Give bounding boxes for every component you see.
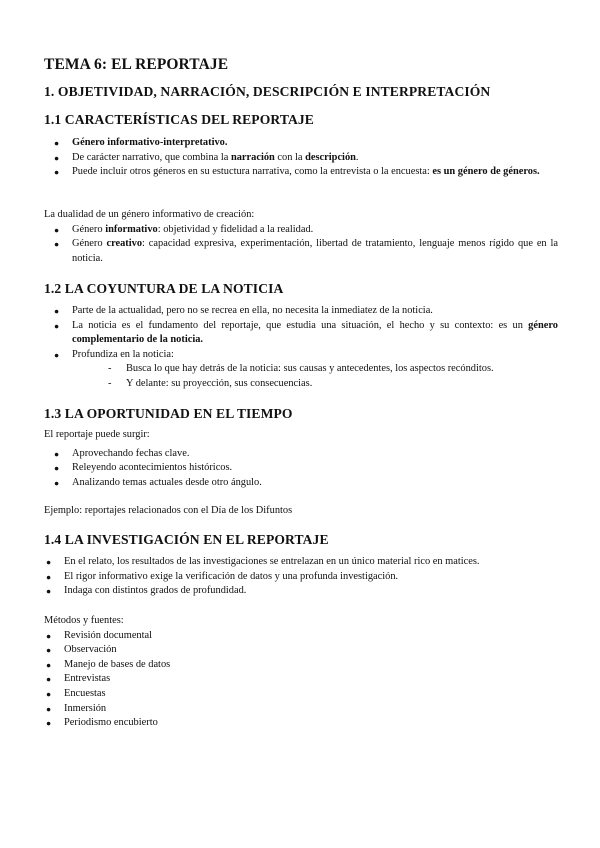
list-item: - Y delante: su proyección, sus consecuencias. [106,377,558,392]
dualidad-block [44,208,558,266]
dualidad-intro: La dualidad de un género informativo de creación: [44,209,255,220]
list-item: ● Parte de la actualidad, pero no se recrea en ella, no necesita la inmediatez de la noticia. [44,304,558,319]
list-item: ● La noticia es el fundamento del reportaje, que estudia una situación, el hecho y su contexto: es un género complementario de la noticia. [44,319,558,348]
sub-list [106,362,558,391]
list-item: - Busca lo que hay detrás de la noticia: sus causas y antecedentes, los aspectos recónditos. [106,362,558,377]
list-item: ● El rigor informativo exige la verificación de datos y una profunda investigación. [44,570,558,585]
section-1-3-heading: 1.3 LA OPORTUNIDAD EN EL TIEMPO [44,406,293,421]
section-1-3-body [44,428,558,519]
list-item: ● Género creativo: capacidad expresiva, experimentación, libertad de tratamiento, lenguaje menos rígido que en la noticia. [44,237,558,266]
methods-block [44,614,558,731]
list-item: ● Analizando temas actuales desde otro ángulo. [44,476,558,491]
section-1-1-bullets [44,136,558,180]
section-1-4-bullets [44,555,558,599]
section-1-3-intro: El reportaje puede surgir: [44,429,150,440]
section-1-1-heading: 1.1 CARACTERÍSTICAS DEL REPORTAJE [44,112,314,127]
list-item: ● Entrevistas [44,672,558,687]
list-item: ● Género informativo-interpretativo. [44,136,558,151]
list-item: ● Encuestas [44,687,558,702]
list-item: ● Aprovechando fechas clave. [44,447,558,462]
list-item: ● Revisión documental [44,629,558,644]
list-item: ● Periodismo encubierto [44,716,558,731]
list-item: ● Indaga con distintos grados de profundidad. [44,584,558,599]
list-item: ● Género informativo: objetividad y fidelidad a la realidad. [44,223,558,238]
section-1-heading: 1. OBJETIVIDAD, NARRACIÓN, DESCRIPCIÓN E INTERPRETACIÓN [44,84,491,99]
section-1-2-heading: 1.2 LA COYUNTURA DE LA NOTICIA [44,281,284,296]
section-1-4-heading: 1.4 LA INVESTIGACIÓN EN EL REPORTAJE [44,532,329,547]
list-item: ● Inmersión [44,702,558,717]
example-text: Ejemplo: reportajes relacionados con el Día de los Difuntos [44,505,293,517]
list-item: ● Profundiza en la noticia: [44,348,558,363]
list-item: ● Releyendo acontecimientos históricos. [44,461,558,476]
list-item: ● Observación [44,643,558,658]
list-item: ● De carácter narrativo, que combina la narración con la descripción. [44,151,558,166]
methods-intro: Métodos y fuentes: [44,615,124,626]
list-item: ● Puede incluir otros géneros en su estuctura narrativa, como la entrevista o la encuesta: es un género de géneros. [44,165,558,180]
page-title: TEMA 6: EL REPORTAJE [44,56,229,73]
section-1-2-bullets [44,304,558,392]
list-item: ● Manejo de bases de datos [44,658,558,673]
list-item: ● En el relato, los resultados de las investigaciones se entrelazan en un único material rico en matices. [44,555,558,570]
